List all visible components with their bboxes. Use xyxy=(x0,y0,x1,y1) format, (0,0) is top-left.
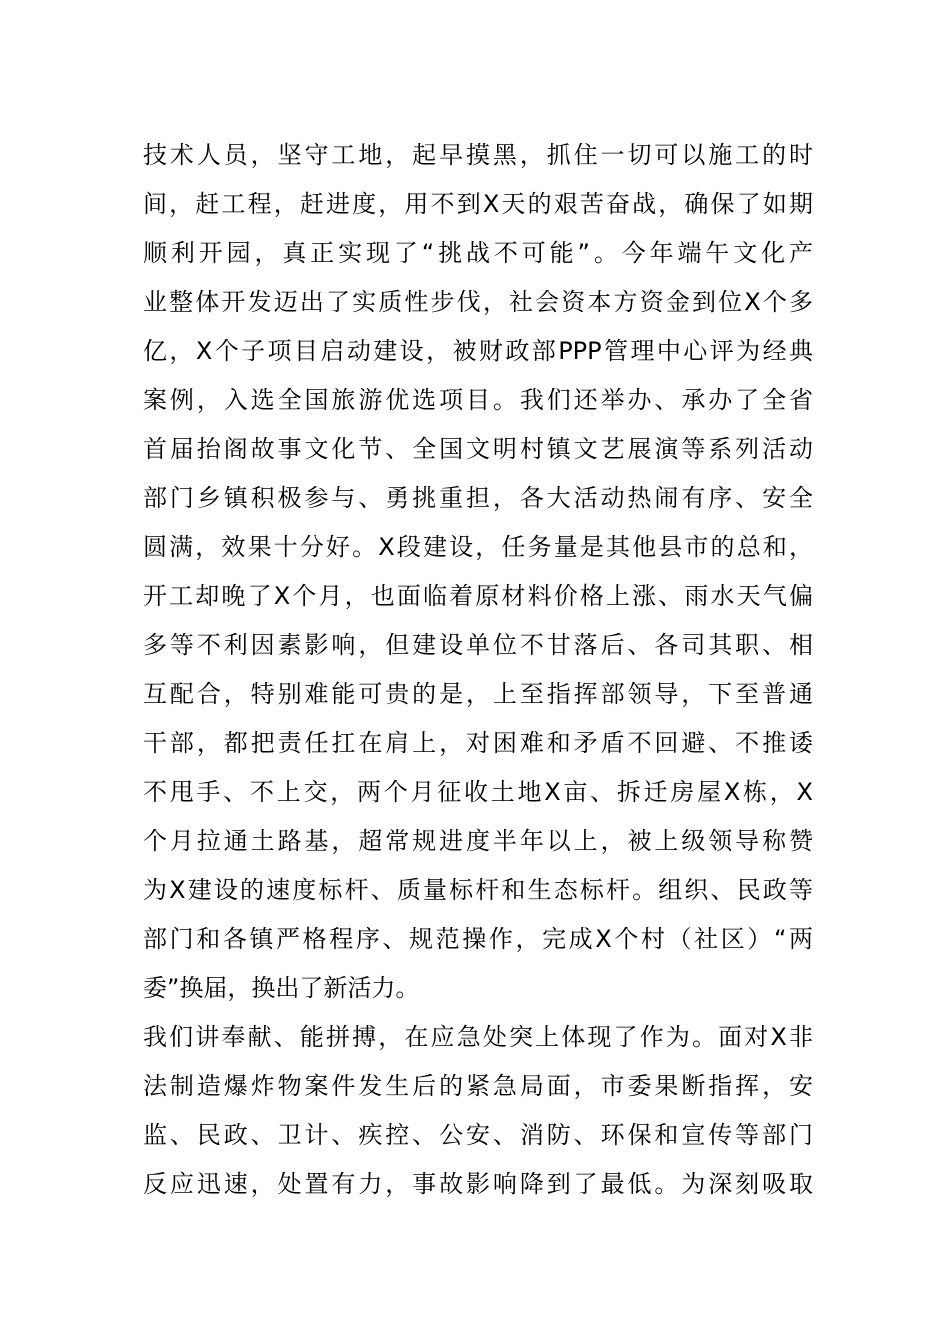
text-line: 开工却晚了X个月，也面临着原材料价格上涨、雨水天气偏 xyxy=(143,582,813,610)
text-line: 首届抬阁故事文化节、全国文明村镇文艺展演等系列活动 xyxy=(143,435,813,463)
text-line: 部门乡镇积极参与、勇挑重担，各大活动热闹有序、安全 xyxy=(143,484,813,512)
text-line: 技术人员，坚守工地，起早摸黑，抓住一切可以施工的时 xyxy=(143,141,813,169)
text-line: 反应迅速，处置有力，事故影响降到了最低。为深刻吸取 xyxy=(143,1170,813,1198)
text-line: 圆满，效果十分好。X段建设，任务量是其他县市的总和， xyxy=(143,533,813,561)
text-line: 亿，X个子项目启动建设，被财政部PPP管理中心评为经典 xyxy=(143,337,813,365)
text-line: 委”换届，换出了新活力。 xyxy=(143,974,420,1002)
text-line: 多等不利因素影响，但建设单位不甘落后、各司其职、相 xyxy=(143,631,813,659)
text-line: 我们讲奉献、能拼搏，在应急处突上体现了作为。面对X非 xyxy=(143,1023,813,1051)
text-line: 法制造爆炸物案件发生后的紧急局面，市委果断指挥，安 xyxy=(143,1072,813,1100)
text-line: 干部，都把责任扛在肩上，对困难和矛盾不回避、不推诿 xyxy=(143,729,813,757)
text-line: 间，赶工程，赶进度，用不到X天的艰苦奋战，确保了如期 xyxy=(143,190,813,218)
text-line: 部门和各镇严格程序、规范操作，完成X个村（社区）“两 xyxy=(143,925,813,953)
body-text xyxy=(143,131,813,1209)
text-line: 顺利开园，真正实现了“挑战不可能”。今年端午文化产 xyxy=(143,239,813,267)
text-line: 互配合，特别难能可贵的是，上至指挥部领导，下至普通 xyxy=(143,680,813,708)
text-line: 个月拉通土路基，超常规进度半年以上，被上级领导称赞 xyxy=(143,827,813,855)
text-line: 为X建设的速度标杆、质量标杆和生态标杆。组织、民政等 xyxy=(143,876,813,904)
paragraph-2 xyxy=(143,1013,813,1209)
text-line: 业整体开发迈出了实质性步伐，社会资本方资金到位X个多 xyxy=(143,288,813,316)
text-line: 案例，入选全国旅游优选项目。我们还举办、承办了全省 xyxy=(143,386,813,414)
text-line: 不甩手、不上交，两个月征收土地X亩、拆迁房屋X栋，X xyxy=(143,778,813,806)
paragraph-1 xyxy=(143,131,813,1013)
text-line: 监、民政、卫计、疾控、公安、消防、环保和宣传等部门 xyxy=(143,1121,813,1149)
